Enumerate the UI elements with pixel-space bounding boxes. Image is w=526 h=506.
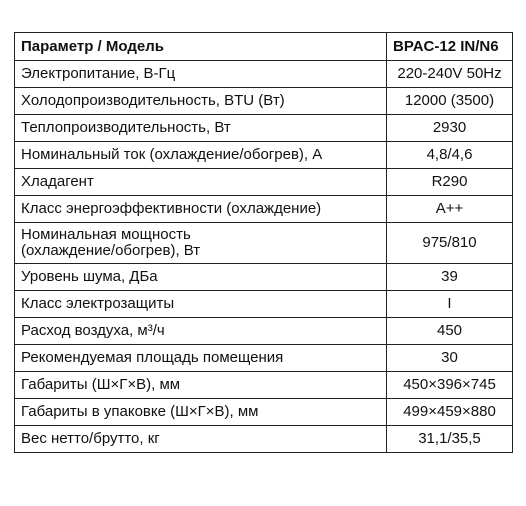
table-row [15, 142, 513, 169]
param-value-cell: 12000 (3500) [387, 88, 513, 115]
param-value-cell: A++ [387, 196, 513, 223]
table-row [15, 291, 513, 318]
table-row [15, 223, 513, 264]
param-value-cell: 975/810 [387, 223, 513, 264]
param-value-cell: 450 [387, 318, 513, 345]
table-row [15, 61, 513, 88]
param-name-cell: Номинальная мощность (охлаждение/обогрев), Вт [15, 223, 387, 264]
param-name-cell: Габариты в упаковке (Ш×Г×В), мм [15, 399, 387, 426]
param-name-cell: Габариты (Ш×Г×В), мм [15, 372, 387, 399]
table-header-row [15, 33, 513, 61]
param-name-cell: Вес нетто/брутто, кг [15, 426, 387, 453]
param-name-cell: Номинальный ток (охлаждение/обогрев), А [15, 142, 387, 169]
param-value-cell: 2930 [387, 115, 513, 142]
table-row [15, 426, 513, 453]
param-value-cell: 499×459×880 [387, 399, 513, 426]
param-value-cell: 31,1/35,5 [387, 426, 513, 453]
param-value-cell: 39 [387, 264, 513, 291]
table-row [15, 196, 513, 223]
param-value-cell: 4,8/4,6 [387, 142, 513, 169]
param-value-cell: R290 [387, 169, 513, 196]
table-row [15, 169, 513, 196]
param-name-cell: Рекомендуемая площадь помещения [15, 345, 387, 372]
table-row [15, 372, 513, 399]
param-value-cell: 450×396×745 [387, 372, 513, 399]
table-row [15, 115, 513, 142]
header-param-cell: Параметр / Модель [15, 33, 387, 61]
specifications-table [14, 32, 513, 453]
param-name-cell: Расход воздуха, м³/ч [15, 318, 387, 345]
param-value-cell: 30 [387, 345, 513, 372]
table-row [15, 345, 513, 372]
table-row [15, 399, 513, 426]
param-name-cell: Электропитание, В-Гц [15, 61, 387, 88]
param-name-cell: Класс электрозащиты [15, 291, 387, 318]
table-row [15, 264, 513, 291]
param-value-cell: I [387, 291, 513, 318]
table-row [15, 318, 513, 345]
param-name-cell: Теплопроизводительность, Вт [15, 115, 387, 142]
param-name-cell: Хладагент [15, 169, 387, 196]
param-value-cell: 220-240V 50Hz [387, 61, 513, 88]
header-model-cell: BPAC-12 IN/N6 [387, 33, 513, 61]
param-name-cell: Класс энергоэффективности (охлаждение) [15, 196, 387, 223]
table-row [15, 88, 513, 115]
param-name-cell: Уровень шума, ДБа [15, 264, 387, 291]
param-name-cell: Холодопроизводительность, BTU (Вт) [15, 88, 387, 115]
